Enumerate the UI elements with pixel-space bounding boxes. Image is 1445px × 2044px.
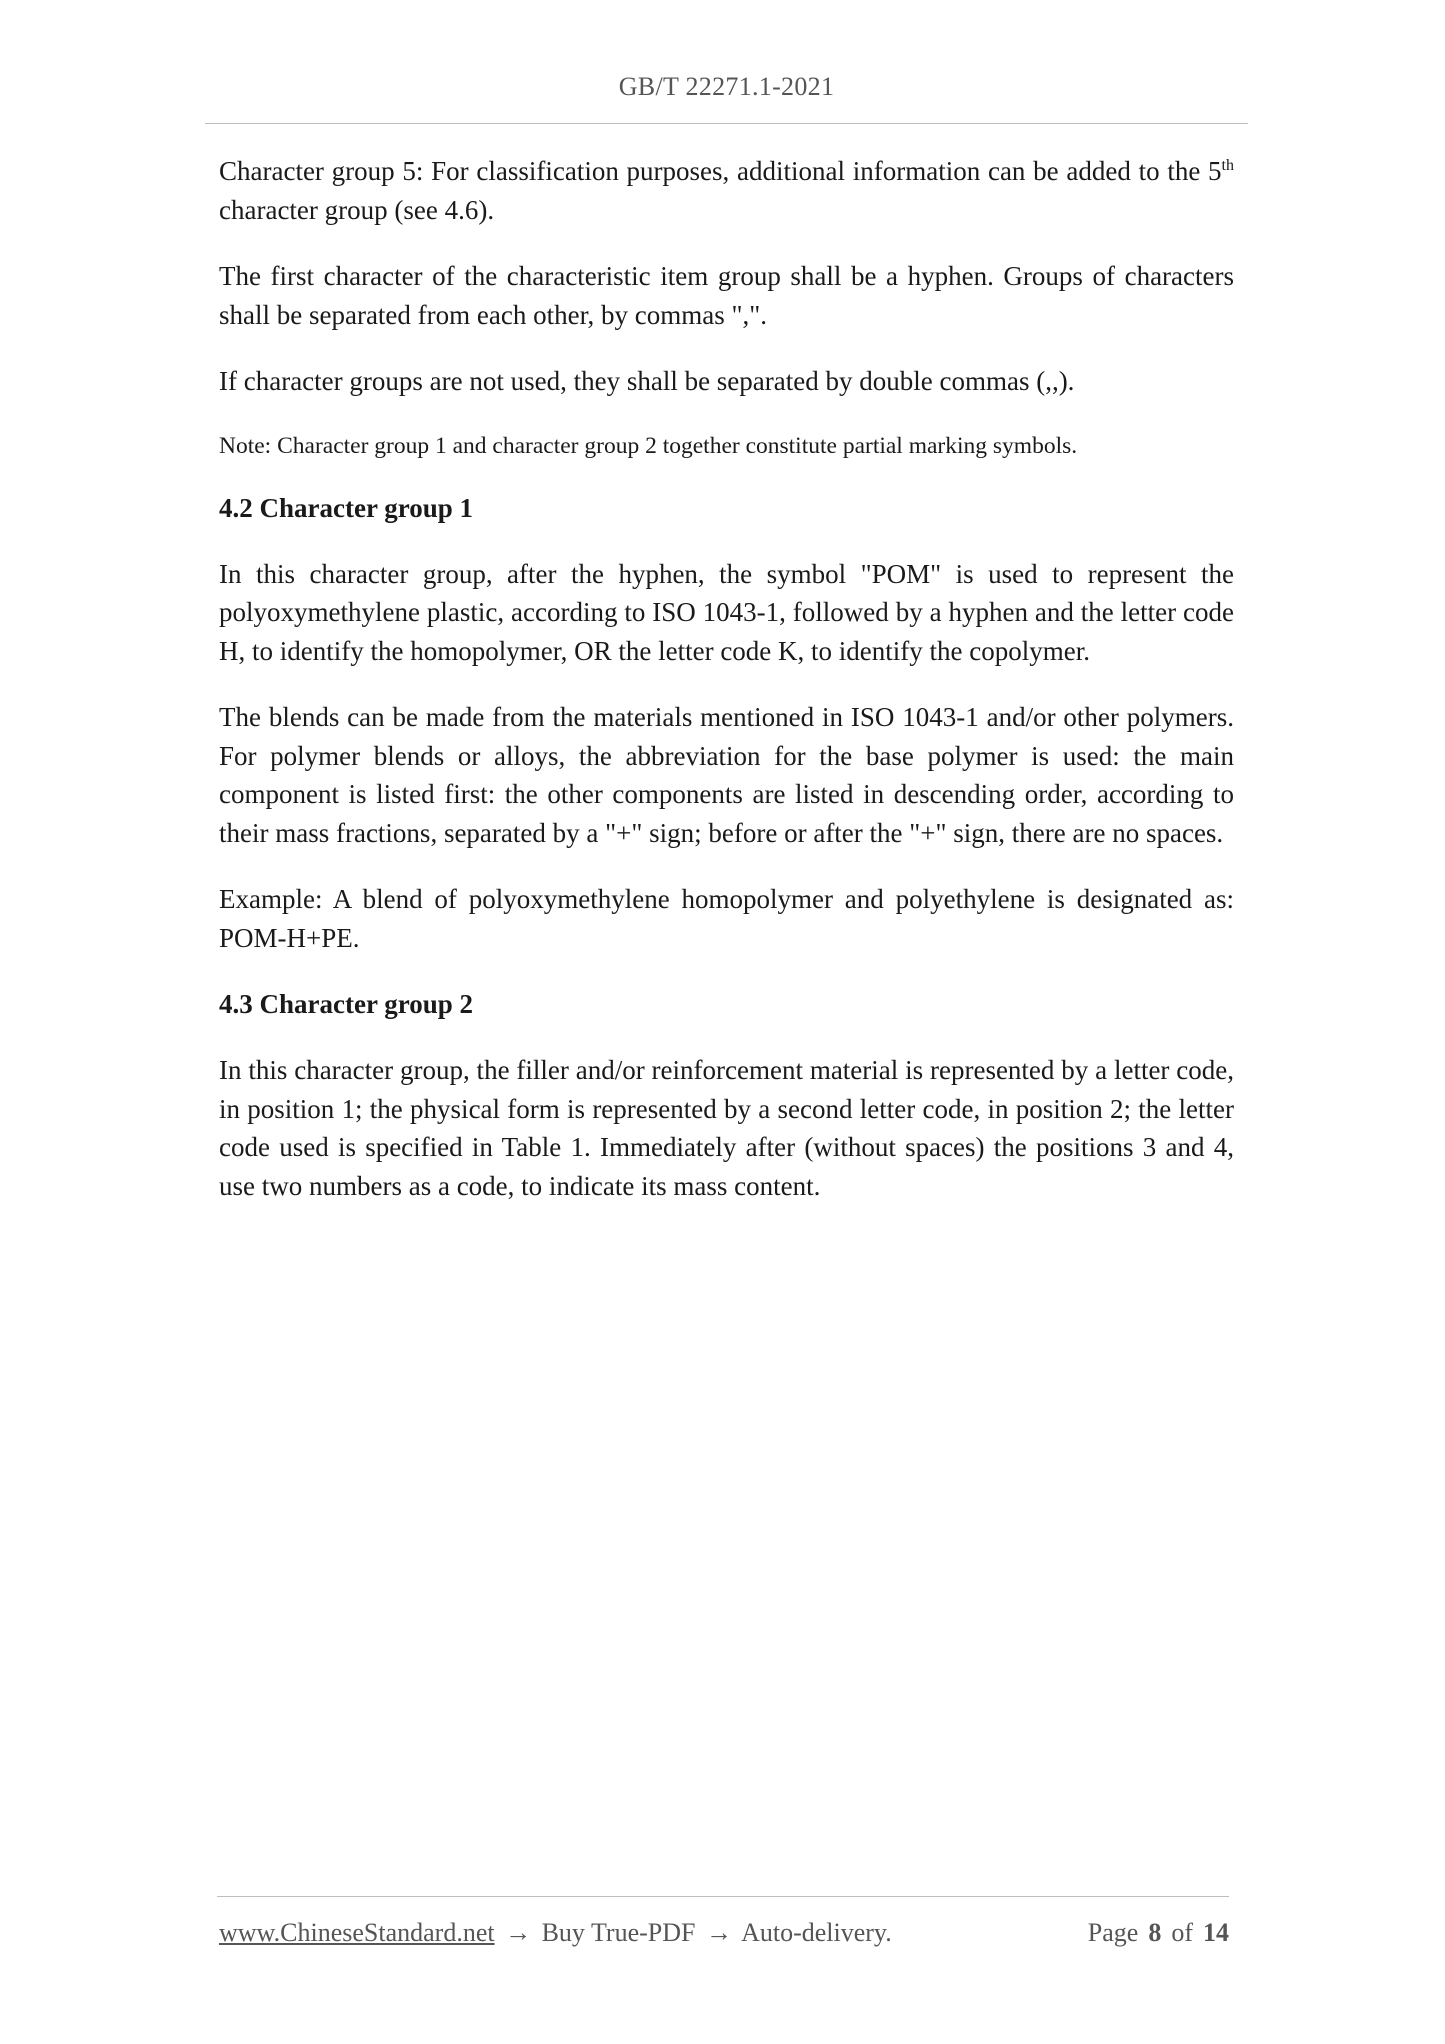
footer-divider [217, 1896, 1229, 1897]
paragraph-example: Example: A blend of polyoxymethylene homopolymer and polyethylene is designated as: POM-H+PE. [219, 884, 1234, 953]
section-heading-4-3: 4.3 Character group 2 [219, 989, 473, 1019]
paragraph-filler-codes: In this character group, the filler and/or reinforcement material is represented by a letter code, in position 1; the physical form is represented by a second letter code, in position 2; the letter code used is specified in Table 1. Immediately after (without spaces) the positions 3 and 4, use two numbers as a code, to indicate its mass content. [219, 1055, 1234, 1201]
chinesestandard-link[interactable]: www.ChineseStandard.net [219, 1918, 495, 1947]
arrow-right-icon: → [706, 1918, 732, 1947]
total-page-count: 14 [1203, 1918, 1229, 1947]
paragraph-double-commas: If character groups are not used, they shall be separated by double commas (,,). [219, 366, 1075, 396]
auto-delivery-text: Auto-delivery. [741, 1918, 892, 1947]
current-page-number: 8 [1148, 1918, 1162, 1947]
paragraph-text-continued: character group (see 4.6). [219, 194, 495, 225]
note-partial-marking: Note: Character group 1 and character group 2 together constitute partial marking symbols. [219, 432, 1078, 459]
paragraph-pom-symbol: In this character group, after the hyphen, the symbol "POM" is used to represent the polyoxymethylene plastic, according to ISO 1043-1, followed by a hyphen and the letter code H, to identify the homopolymer, OR the letter code K, to identify the copolymer. [219, 558, 1234, 666]
page-indicator [1088, 1918, 1229, 1948]
page-header: GB/T 22271.1-2021 [618, 72, 835, 101]
section-heading-4-2: 4.2 Character group 1 [219, 492, 473, 523]
paragraph-hyphen-rule: The first character of the characteristic item group shall be a hyphen. Groups of characters shall be separated from each other, by commas ",". [219, 261, 1234, 330]
superscript-th: th [1221, 157, 1234, 174]
arrow-right-icon: → [505, 1918, 532, 1947]
header-divider [205, 123, 1248, 124]
buy-true-pdf-text: Buy True-PDF [541, 1918, 696, 1947]
footer-promo [219, 1918, 892, 1948]
paragraph-blends: The blends can be made from the materials mentioned in ISO 1043-1 and/or other polymers. For polymer blends or alloys, the abbreviation for the base polymer is used: the main component is listed first: the other components are listed in descending order, according to their mass fractions, separated by a "+" sign; before or after the "+" sign, there are no spaces. [219, 702, 1234, 848]
of-label: of [1171, 1918, 1193, 1947]
paragraph-character-group-5 [219, 152, 1234, 229]
paragraph-text: Character group 5: For classification purposes, additional information can be added to the 5 [219, 156, 1222, 186]
document-body [219, 152, 1234, 1233]
page-label: Page [1087, 1918, 1139, 1947]
